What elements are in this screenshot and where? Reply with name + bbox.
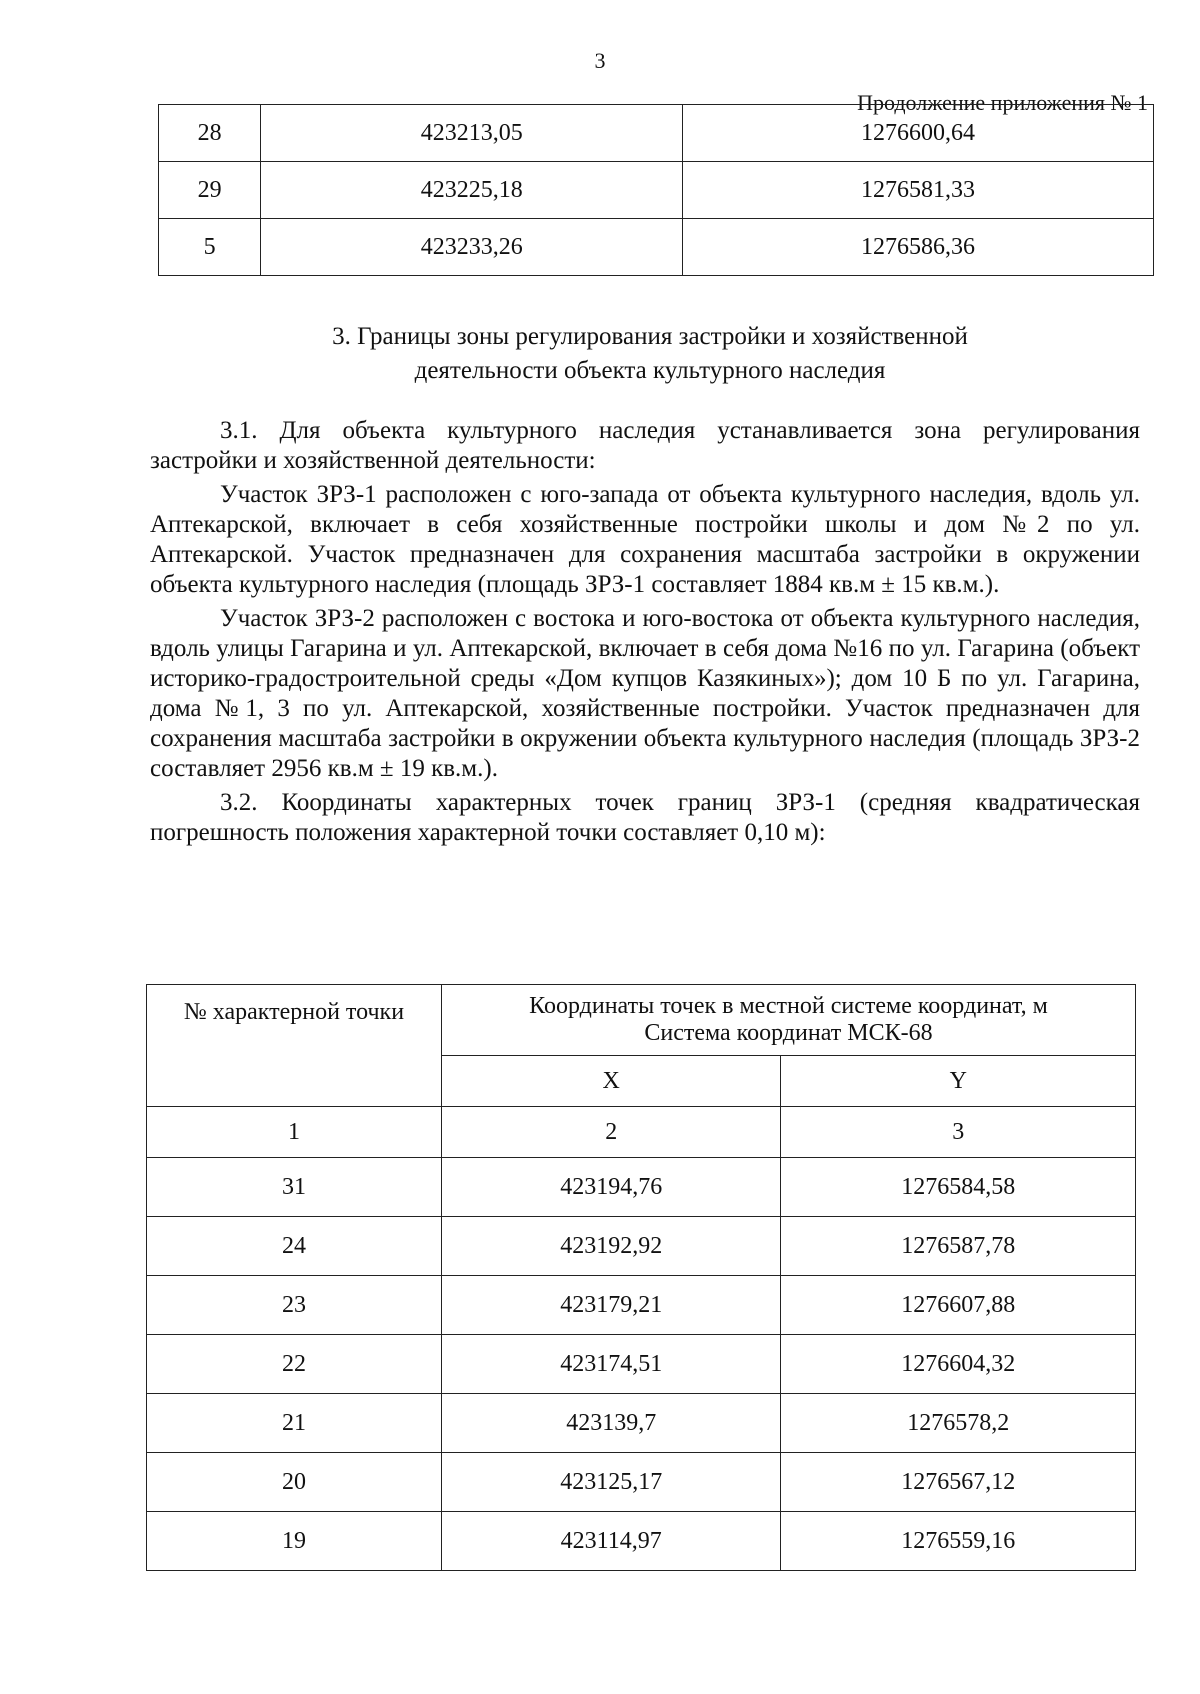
top-coordinates-table xyxy=(158,104,1154,276)
column-number: 3 xyxy=(781,1107,1136,1158)
header-coordinates-line-1: Координаты точек в местной системе координат, м xyxy=(529,993,1048,1019)
body-text xyxy=(150,416,1140,852)
x-coordinate-cell: 423233,26 xyxy=(261,219,683,276)
y-coordinate-cell: 1276567,12 xyxy=(781,1453,1136,1512)
x-coordinate-cell: 423225,18 xyxy=(261,162,683,219)
x-coordinate-cell: 423174,51 xyxy=(441,1335,781,1394)
section-heading xyxy=(150,320,1150,388)
x-coordinate-cell: 423114,97 xyxy=(441,1512,781,1571)
header-coordinates-line-2: Система координат МСК-68 xyxy=(644,1020,933,1046)
table-row xyxy=(147,1512,1136,1571)
point-number-cell: 31 xyxy=(147,1158,442,1217)
section-heading-line-2: деятельности объекта культурного наследия xyxy=(414,357,886,384)
point-number-cell: 22 xyxy=(147,1335,442,1394)
y-coordinate-cell: 1276607,88 xyxy=(781,1276,1136,1335)
y-coordinate-cell: 1276578,2 xyxy=(781,1394,1136,1453)
table-row xyxy=(147,1158,1136,1217)
table-row xyxy=(147,1217,1136,1276)
x-coordinate-cell: 423213,05 xyxy=(261,105,683,162)
table-row xyxy=(159,162,1154,219)
header-point-number: № характерной точки xyxy=(147,985,442,1107)
x-coordinate-cell: 423192,92 xyxy=(441,1217,781,1276)
x-coordinate-cell: 423139,7 xyxy=(441,1394,781,1453)
point-number-cell: 29 xyxy=(159,162,261,219)
x-coordinate-cell: 423179,21 xyxy=(441,1276,781,1335)
zrz1-coordinates-table xyxy=(146,984,1136,1571)
x-coordinate-cell: 423194,76 xyxy=(441,1158,781,1217)
point-number-cell: 24 xyxy=(147,1217,442,1276)
paragraph: Участок ЗРЗ-1 расположен с юго-запада от объекта культурного наследия, вдоль ул. Аптекарской, включает в себя хозяйственные постройки школы и дом №2 по ул. Аптекарской. Участок предназначен для сохранения масштаба застройки в окружении объекта культурного наследия (площадь ЗРЗ-1 составляет 1884 кв.м ± 15 кв.м.). xyxy=(150,481,1140,598)
point-number-cell: 20 xyxy=(147,1453,442,1512)
y-coordinate-cell: 1276559,16 xyxy=(781,1512,1136,1571)
point-number-cell: 5 xyxy=(159,219,261,276)
y-coordinate-cell: 1276586,36 xyxy=(683,219,1154,276)
paragraph: 3.2. Координаты характерных точек границ ЗРЗ-1 (средняя квадратическая погрешность положения характерной точки составляет 0,10 м): xyxy=(150,789,1140,846)
header-coordinates xyxy=(441,985,1135,1056)
y-coordinate-cell: 1276587,78 xyxy=(781,1217,1136,1276)
continuation-note: Продолжение приложения № 1 xyxy=(857,90,1148,115)
table-row xyxy=(159,105,1154,162)
table-row xyxy=(147,1335,1136,1394)
y-coordinate-cell: 1276604,32 xyxy=(781,1335,1136,1394)
table-row xyxy=(147,1453,1136,1512)
table-row xyxy=(147,1394,1136,1453)
point-number-cell: 28 xyxy=(159,105,261,162)
y-coordinate-cell: 1276581,33 xyxy=(683,162,1154,219)
paragraph: 3.1. Для объекта культурного наследия устанавливается зона регулирования застройки и хозяйственной деятельности: xyxy=(150,417,1140,474)
header-x: X xyxy=(441,1056,781,1107)
column-numbers-row xyxy=(147,1107,1136,1158)
paragraph: Участок ЗРЗ-2 расположен с востока и юго-востока от объекта культурного наследия, вдоль улицы Гагарина и ул. Аптекарской, включает в себя дома №16 по ул. Гагарина (объект историко-градостроительной среды «Дом купцов Казякиных»); дом 10 Б по ул. Гагарина, дома №1, 3 по ул. Аптекарской, хозяйственные постройки. Участок предназначен для сохранения масштаба застройки в окружении объекта культурного наследия (площадь ЗРЗ-2 составляет 2956 кв.м ± 19 кв.м.). xyxy=(150,605,1140,782)
point-number-cell: 19 xyxy=(147,1512,442,1571)
point-number-cell: 23 xyxy=(147,1276,442,1335)
table-row xyxy=(159,219,1154,276)
x-coordinate-cell: 423125,17 xyxy=(441,1453,781,1512)
table-row xyxy=(147,1276,1136,1335)
header-y: Y xyxy=(781,1056,1136,1107)
page-number: 3 xyxy=(594,48,606,73)
point-number-cell: 21 xyxy=(147,1394,442,1453)
column-number: 1 xyxy=(147,1107,442,1158)
column-number: 2 xyxy=(441,1107,781,1158)
y-coordinate-cell: 1276584,58 xyxy=(781,1158,1136,1217)
y-coordinate-cell: 1276600,64 xyxy=(683,105,1154,162)
section-heading-line-1: 3. Границы зоны регулирования застройки и хозяйственной xyxy=(332,323,968,350)
